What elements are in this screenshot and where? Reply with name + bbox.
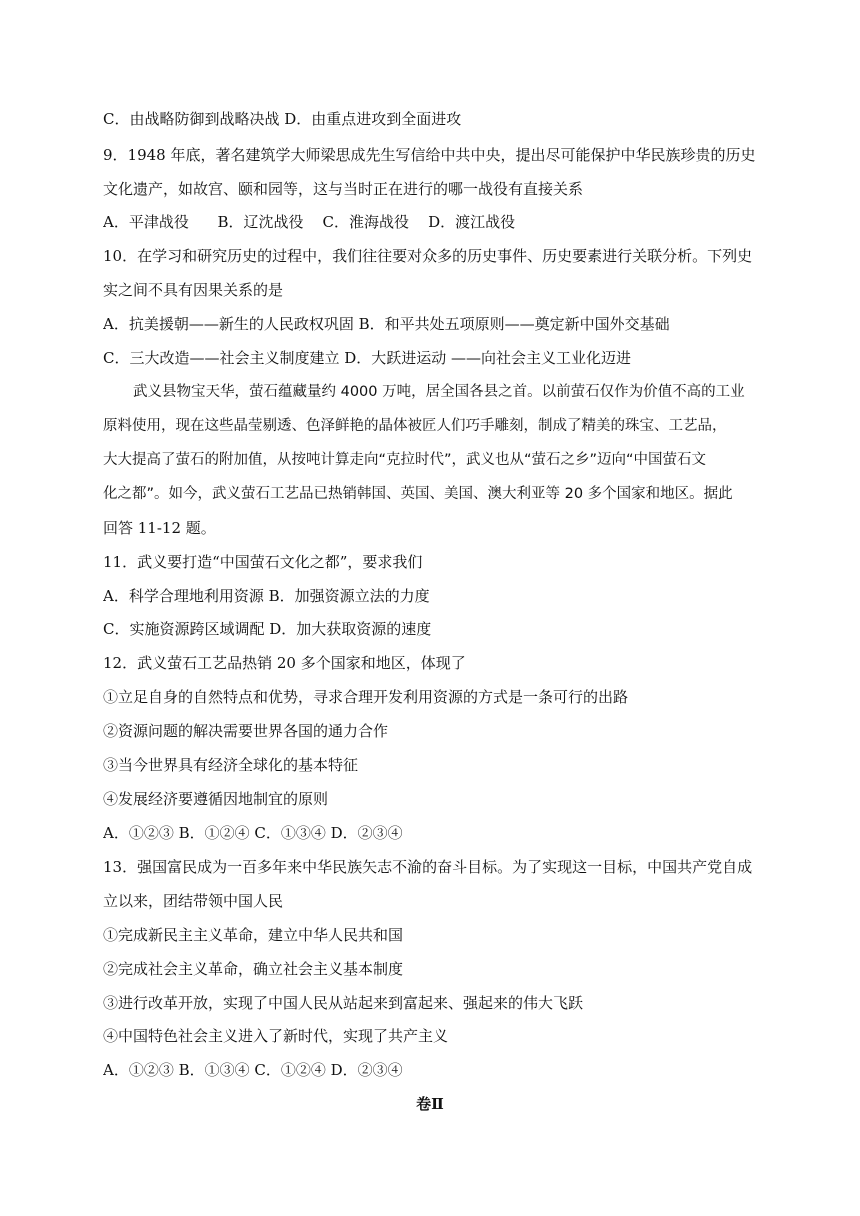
q10-options-ab: A．抗美援朝——新生的人民政权巩固 B．和平共处五项原则——奠定新中国外交基础 [103,315,670,333]
q11-options-cd: C．实施资源跨区域调配 D．加大获取资源的速度 [103,620,432,638]
q12-options: A．①②③ B．①②④ C．①③④ D．②③④ [103,824,403,842]
q12-item-3: ③当今世界具有经济全球化的基本特征 [103,756,359,774]
passage-line4: 化之都”。如今，武义萤石工艺品已热销韩国、英国、美国、澳大利亚等 20 多个国家和地区。据此 [103,486,733,502]
q10-stem-line1: 10．在学习和研究历史的过程中，我们往往要对众多的历史事件、历史要素进行关联分析。下列史 [103,247,753,265]
section-title: 卷Ⅱ [416,1095,444,1113]
q12-item-2: ②资源问题的解决需要世界各国的通力合作 [103,722,389,740]
q11-stem: 11．武义要打造“中国萤石文化之都”，要求我们 [103,553,423,571]
q9-options: A．平津战役 B．辽沈战役 C．淮海战役 D．渡江战役 [103,213,516,231]
q8-options-cd: C．由战略防御到战略决战 D．由重点进攻到全面进攻 [103,110,462,128]
passage-line5: 回答 11-12 题。 [103,519,216,537]
passage-line1: 武义县物宝天华，萤石蕴藏量约 4000 万吨，居全国各县之首。以前萤石仅作为价值不高的工业 [133,384,745,400]
q13-item-4: ④中国特色社会主义进入了新时代，实现了共产主义 [103,1027,449,1045]
q13-item-3: ③进行改革开放，实现了中国人民从站起来到富起来、强起来的伟大飞跃 [103,994,584,1012]
q12-item-4: ④发展经济要遵循因地制宜的原则 [103,790,329,808]
q13-item-2: ②完成社会主义革命，确立社会主义基本制度 [103,960,404,978]
q9-stem-line1: 9．1948 年底，著名建筑学大师梁思成先生写信给中共中央，提出尽可能保护中华民族珍贵的历史 [103,146,756,164]
q12-stem: 12．武义萤石工艺品热销 20 多个国家和地区，体现了 [103,654,466,672]
q10-options-cd: C．三大改造——社会主义制度建立 D．大跃进运动 ——向社会主义工业化迈进 [103,349,632,367]
q12-item-1: ①立足自身的自然特点和优势，寻求合理开发利用资源的方式是一条可行的出路 [103,688,629,706]
q13-stem-line1: 13．强国富民成为一百多年来中华民族矢志不渝的奋斗目标。为了实现这一目标，中国共产党自成 [103,858,753,876]
q9-stem-line2: 文化遗产，如故宫、颐和园等，这与当时正在进行的哪一战役有直接关系 [103,180,584,198]
passage-line3: 大大提高了萤石的附加值，从按吨计算走向“克拉时代”，武义也从“萤石之乡”迈向“中国萤石文 [103,452,707,468]
q13-stem-line2: 立以来，团结带领中国人民 [103,892,284,910]
q10-stem-line2: 实之间不具有因果关系的是 [103,281,284,299]
q13-item-1: ①完成新民主主义革命，建立中华人民共和国 [103,926,404,944]
q11-options-ab: A．科学合理地利用资源 B．加强资源立法的力度 [103,587,430,605]
q13-options: A．①②③ B．①③④ C．①②④ D．②③④ [103,1061,403,1079]
passage-line2: 原料使用，现在这些晶莹剔透、色泽鲜艳的晶体被匠人们巧手雕刻，制成了精美的珠宝、工艺品， [103,418,727,434]
